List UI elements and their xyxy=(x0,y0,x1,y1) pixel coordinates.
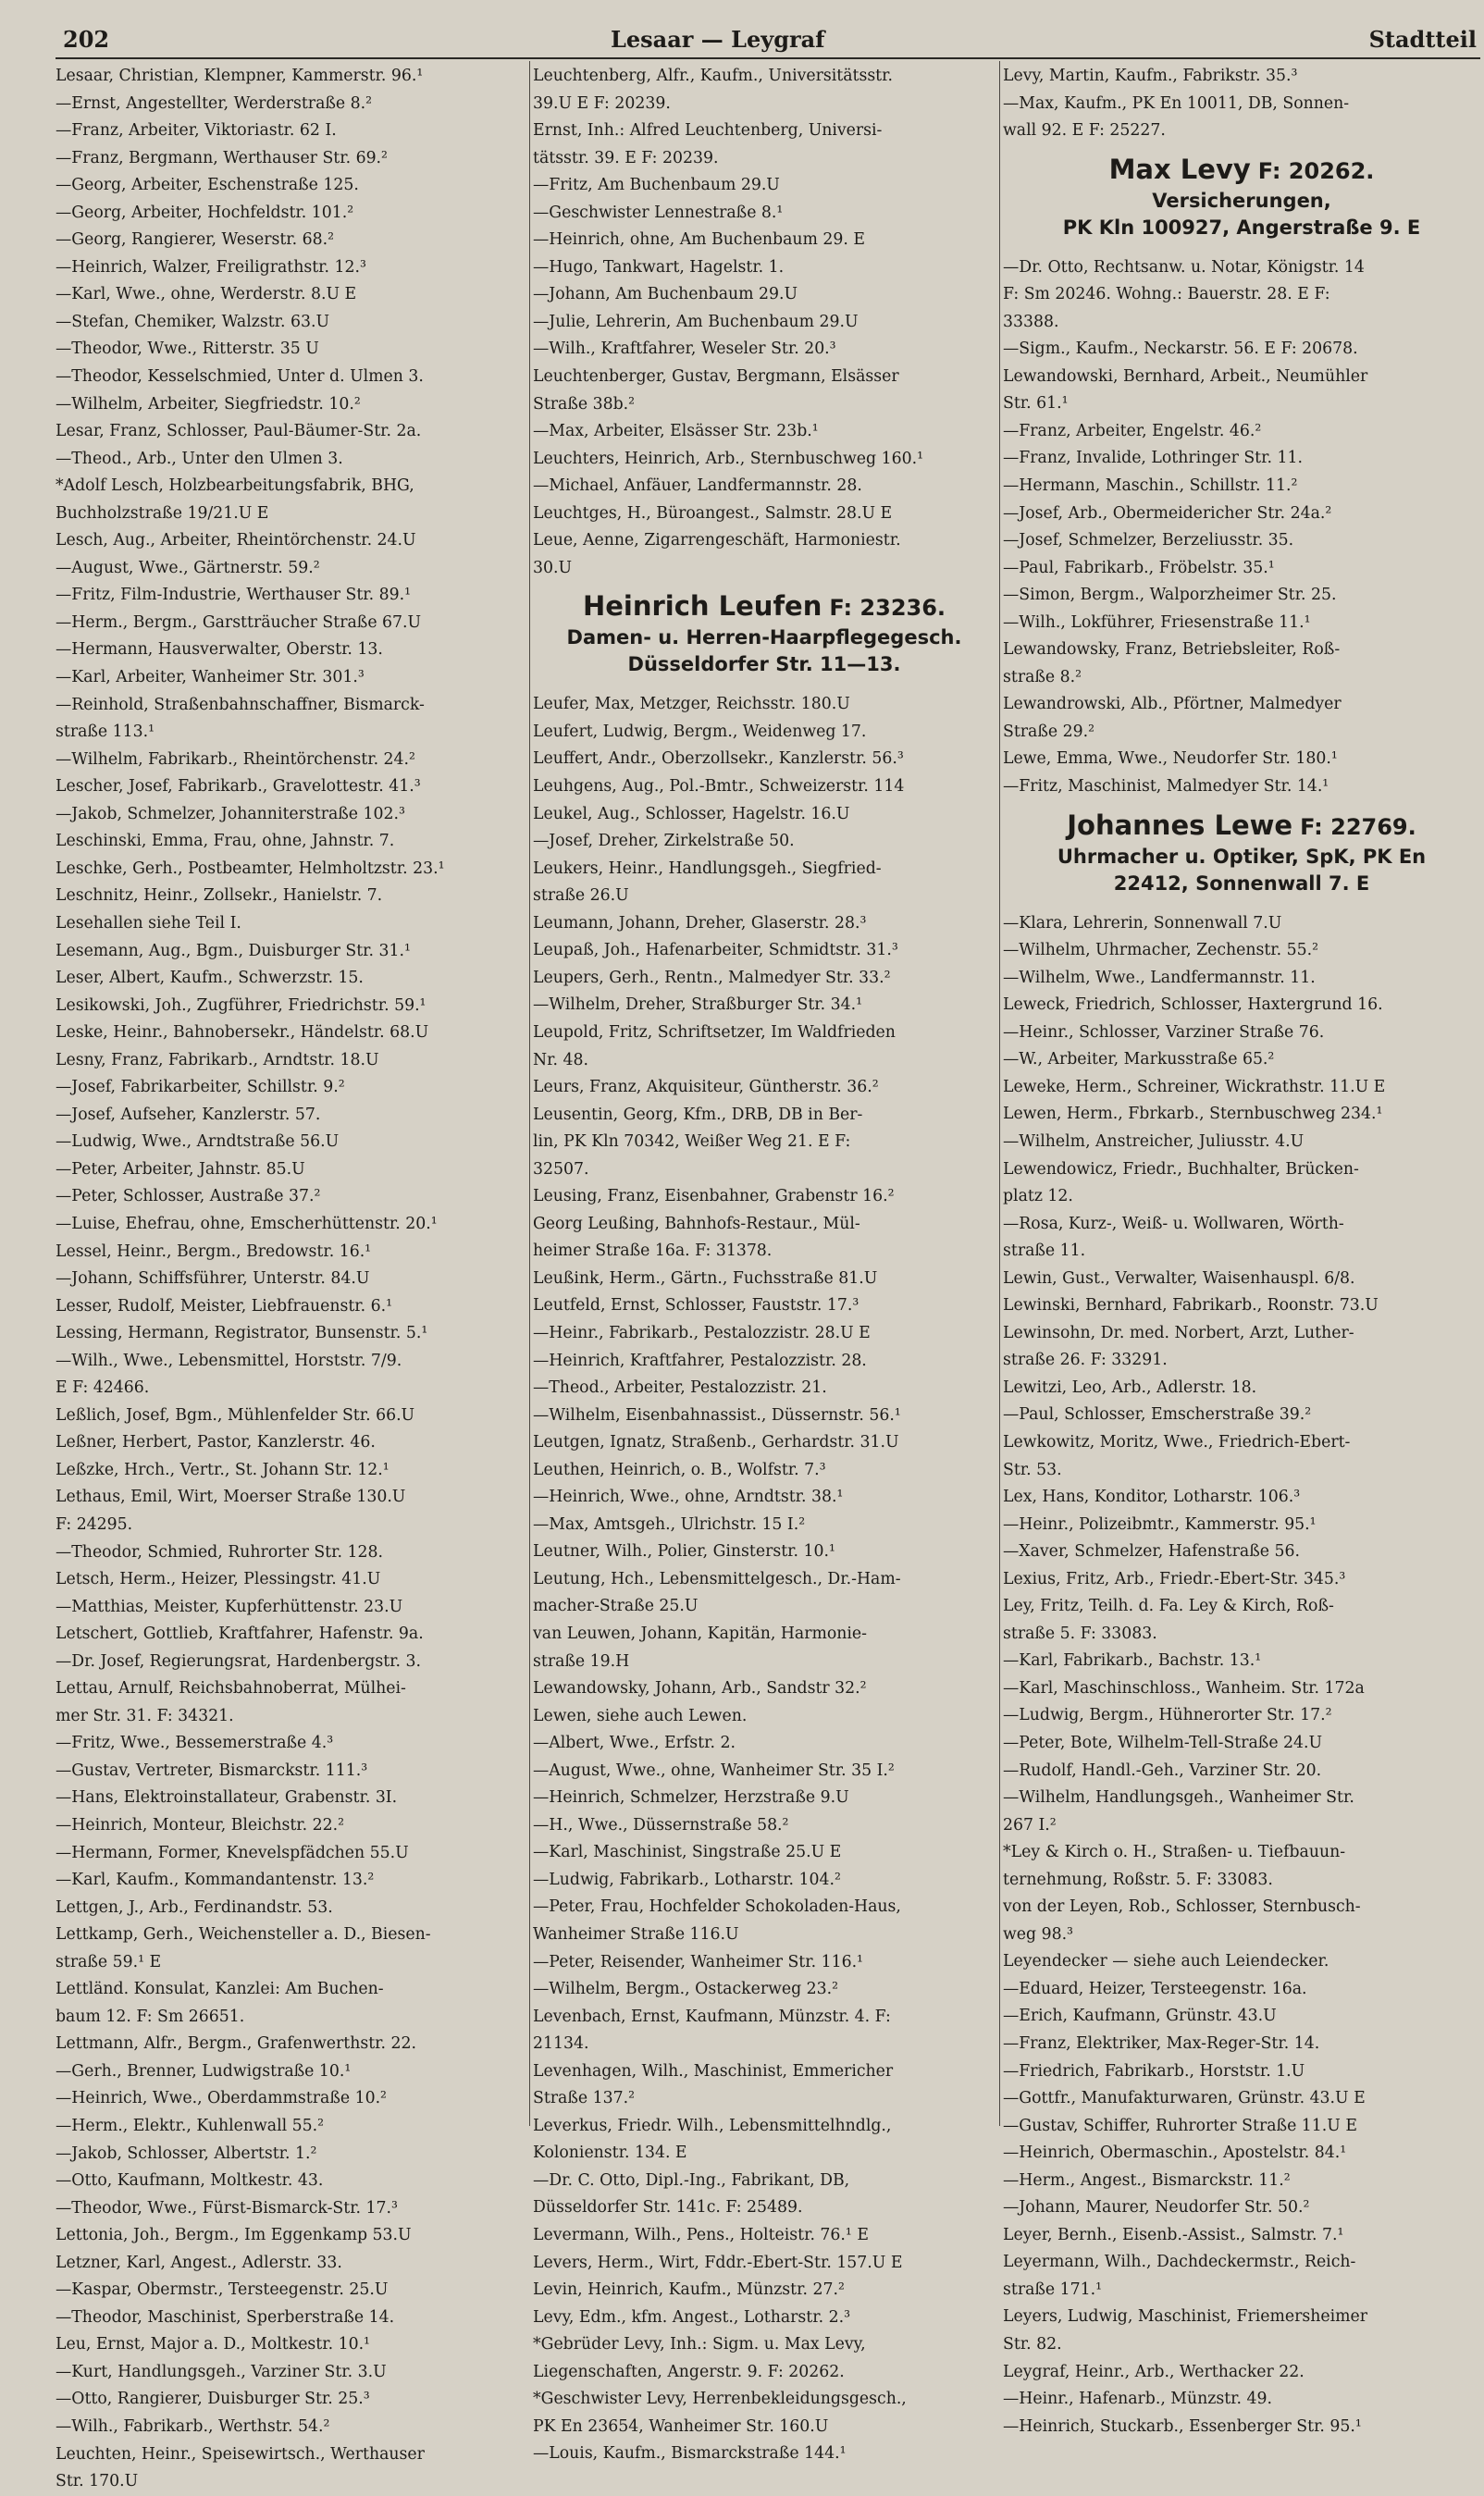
directory-entry-line: —Theodor, Kesselschmied, Unter d. Ulmen 3. xyxy=(56,367,424,387)
directory-entry-line: straße 8.² xyxy=(1003,667,1082,686)
directory-entry-line: Lettonia, Joh., Bergm., Im Eggenkamp 53.U xyxy=(56,2226,412,2245)
advert-line: PK Kln 100927, Angerstraße 9. E xyxy=(1062,216,1421,239)
directory-entry-line: —Wilhelm, Wwe., Landfermannstr. 11. xyxy=(1003,968,1316,987)
directory-entry-line: Wanheimer Straße 116.U xyxy=(533,1925,739,1944)
directory-entry-line: Leutgen, Ignatz, Straßenb., Gerhardstr. 31.U xyxy=(533,1433,899,1452)
advert-line: 22412, Sonnenwall 7. E xyxy=(1113,871,1370,895)
directory-entry-line: Leuchtges, H., Büroangest., Salmstr. 28.U E xyxy=(533,503,893,523)
directory-entry-line: F: Sm 20246. Wohng.: Bauerstr. 28. E F: xyxy=(1003,285,1330,304)
directory-entry-line: Lesaar, Christian, Klempner, Kammerstr. 96.¹ xyxy=(56,67,424,85)
directory-entry-line: —Matthias, Meister, Kupferhüttenstr. 23.U xyxy=(56,1597,403,1616)
directory-entry-line: —Heinrich, Wwe., Oberdammstraße 10.² xyxy=(56,2089,387,2108)
directory-entry-line: Lewinsohn, Dr. med. Norbert, Arzt, Luther- xyxy=(1003,1323,1354,1342)
directory-entry-line: Lewinski, Bernhard, Fabrikarb., Roonstr. 73.U xyxy=(1003,1296,1379,1316)
directory-entry-line: Leßzke, Hrch., Vertr., St. Johann Str. 12.¹ xyxy=(56,1460,390,1479)
directory-entry-line: —Franz, Arbeiter, Viktoriastr. 62 I. xyxy=(56,121,337,141)
directory-entry-line: —Erich, Kaufmann, Grünstr. 43.U xyxy=(1003,2007,1277,2026)
directory-entry-line: Leverkus, Friedr. Wilh., Lebensmittelhndlg., xyxy=(533,2116,892,2135)
advert-line: Versicherungen, xyxy=(1152,189,1331,212)
directory-entry-line: —Hermann, Former, Knevelspfädchen 55.U xyxy=(56,1843,409,1862)
directory-entry-line: —Max, Amtsgeh., Ulrichstr. 15 I.² xyxy=(533,1514,806,1534)
directory-entry-line: Lewen, Herm., Fbrkarb., Sternbuschweg 234.¹ xyxy=(1003,1105,1383,1124)
directory-entry-line: Lessel, Heinr., Bergm., Bredowstr. 16.¹ xyxy=(56,1242,372,1261)
page-number: 202 xyxy=(63,26,110,53)
directory-entry-line: Leusentin, Georg, Kfm., DRB, DB in Ber- xyxy=(533,1105,863,1124)
directory-entry-line: —Wilh., Kraftfahrer, Weseler Str. 20.³ xyxy=(533,340,836,359)
directory-entry-line: —Karl, Maschinschloss., Wanheim. Str. 172a xyxy=(1003,1678,1365,1698)
directory-entry-line: —Heinrich, Obermaschin., Apostelstr. 84.¹ xyxy=(1003,2144,1347,2163)
directory-entry-line: —Josef, Schmelzer, Berzeliusstr. 35. xyxy=(1003,531,1294,550)
column-2 xyxy=(533,63,996,2464)
directory-entry-line: Leufert, Ludwig, Bergm., Weidenweg 17. xyxy=(533,722,867,741)
directory-entry-line: Leuchtenberger, Gustav, Bergmann, Elsässer xyxy=(533,367,899,387)
directory-entry-line: —Hugo, Tankwart, Hagelstr. 1. xyxy=(533,257,785,277)
directory-entry-line: Lettgen, J., Arb., Ferdinandstr. 53. xyxy=(56,1897,333,1917)
directory-entry-line: —Otto, Rangierer, Duisburger Str. 25.³ xyxy=(56,2390,370,2409)
directory-entry-line: —Dr. Josef, Regierungsrat, Hardenbergstr. 3. xyxy=(56,1651,421,1671)
directory-entry-line: —Wilhelm, Handlungsgeh., Wanheimer Str. xyxy=(1003,1788,1354,1808)
directory-entry-line: *Adolf Lesch, Holzbearbeitungsfabrik, BHG, xyxy=(56,476,414,496)
directory-entry-line: Leutner, Wilh., Polier, Ginsterstr. 10.¹ xyxy=(533,1542,835,1562)
directory-entry-line: Lex, Hans, Konditor, Lotharstr. 106.³ xyxy=(1003,1488,1301,1507)
directory-entry-line: —Max, Arbeiter, Elsässer Str. 23b.¹ xyxy=(533,422,819,441)
directory-entry-line: lin, PK Kln 70342, Weißer Weg 21. E F: xyxy=(533,1132,851,1152)
directory-entry-line: Lewitzi, Leo, Arb., Adlerstr. 18. xyxy=(1003,1378,1257,1397)
directory-entry-line: Leygraf, Heinr., Arb., Werthacker 22. xyxy=(1003,2362,1305,2381)
directory-entry-line: —Ludwig, Wwe., Arndtstraße 56.U xyxy=(56,1132,340,1152)
directory-entry-line: —W., Arbeiter, Markusstraße 65.² xyxy=(1003,1050,1275,1069)
directory-entry-line: Leupold, Fritz, Schriftsetzer, Im Waldfrieden xyxy=(533,1022,896,1042)
directory-entry-line: Lesch, Aug., Arbeiter, Rheintörchenstr. 24.U xyxy=(56,531,416,550)
directory-entry-line: —Herm., Bergm., Garstträucher Straße 67.U xyxy=(56,612,422,632)
directory-entry-line: Nr. 48. xyxy=(533,1050,588,1069)
directory-entry-line: Ernst, Inh.: Alfred Leuchtenberg, Universi- xyxy=(533,121,883,141)
directory-entry-line: Leyendecker — siehe auch Leiendecker. xyxy=(1003,1952,1329,1971)
directory-entry-line: —Fritz, Film-Industrie, Werthauser Str. 89.¹ xyxy=(56,586,412,605)
directory-entry-line: —Heinr., Polizeibmtr., Kammerstr. 95.¹ xyxy=(1003,1514,1317,1534)
directory-entry-line: Levin, Heinrich, Kaufm., Münzstr. 27.² xyxy=(533,2280,845,2300)
directory-entry-line: —Otto, Kaufmann, Moltkestr. 43. xyxy=(56,2171,324,2191)
directory-entry-line: —Georg, Arbeiter, Eschenstraße 125. xyxy=(56,176,359,195)
directory-entry-line: —Xaver, Schmelzer, Hafenstraße 56. xyxy=(1003,1542,1300,1562)
advert-line: Uhrmacher u. Optiker, SpK, PK En xyxy=(1057,845,1427,868)
directory-entry-line: —Georg, Arbeiter, Hochfeldstr. 101.² xyxy=(56,203,354,222)
directory-entry-line: —Franz, Elektriker, Max-Reger-Str. 14. xyxy=(1003,2034,1320,2053)
directory-entry-line: —Karl, Fabrikarb., Bachstr. 13.¹ xyxy=(1003,1651,1262,1671)
directory-entry-line: Leuchtenberg, Alfr., Kaufm., Universitätsstr. xyxy=(533,67,893,85)
directory-entry-line: Str. 61.¹ xyxy=(1003,394,1069,414)
advert-name: Johannes Lewe xyxy=(1067,809,1293,841)
directory-entry-line: —Fritz, Maschinist, Malmedyer Str. 14.¹ xyxy=(1003,777,1329,797)
advert-phone: F: 22769. xyxy=(1300,813,1416,840)
directory-entry-line: —Franz, Invalide, Lothringer Str. 11. xyxy=(1003,449,1303,468)
directory-entry-line: Lesehallen siehe Teil I. xyxy=(56,913,241,933)
directory-entry-line: straße 26. F: 33291. xyxy=(1003,1351,1168,1370)
directory-entry-line: —Fritz, Am Buchenbaum 29.U xyxy=(533,176,780,195)
directory-entry-line: —H., Wwe., Düssernstraße 58.² xyxy=(533,1815,789,1835)
advert-leufen xyxy=(533,589,996,691)
directory-entry-line: Kolonienstr. 134. E xyxy=(533,2144,687,2163)
column-3-entries-middle xyxy=(1003,254,1480,801)
directory-entry-line: Leyer, Bernh., Eisenb.-Assist., Salmstr. 7.¹ xyxy=(1003,2225,1344,2244)
directory-entry-line: *Ley & Kirch o. H., Straßen- u. Tiefbauun- xyxy=(1003,1843,1346,1862)
directory-entry-line: Str. 170.U xyxy=(56,2472,139,2491)
column-3-entries-bottom xyxy=(1003,910,1480,2441)
directory-entry-line: Leuchters, Heinrich, Arb., Sternbuschweg 160.¹ xyxy=(533,449,923,468)
directory-entry-line: ternehmung, Roßstr. 5. F: 33083. xyxy=(1003,1870,1273,1889)
directory-entry-line: Lewandrowski, Alb., Pförtner, Malmedyer xyxy=(1003,695,1342,714)
directory-entry-line: —Gustav, Vertreter, Bismarckstr. 111.³ xyxy=(56,1761,368,1780)
column-divider xyxy=(999,61,1000,2126)
directory-entry-line: —Geschwister Lennestraße 8.¹ xyxy=(533,203,784,222)
directory-entry-line: —Wilhelm, Bergm., Ostackerweg 23.² xyxy=(533,1980,839,1999)
directory-entry-line: —Peter, Arbeiter, Jahnstr. 85.U xyxy=(56,1159,305,1179)
directory-entry-line: von der Leyen, Rob., Schlosser, Sternbusch- xyxy=(1003,1897,1361,1917)
column-1 xyxy=(56,63,526,2491)
directory-entry-line: Leyermann, Wilh., Dachdeckermstr., Reich- xyxy=(1003,2253,1356,2272)
directory-entry-line: Levy, Edm., kfm. Angest., Lotharstr. 2.³ xyxy=(533,2307,850,2327)
directory-entry-line: —Franz, Arbeiter, Engelstr. 46.² xyxy=(1003,421,1262,440)
directory-entry-line: —Hans, Elektroinstallateur, Grabenstr. 3I. xyxy=(56,1788,398,1808)
directory-entry-line: van Leuwen, Johann, Kapitän, Harmonie- xyxy=(533,1624,867,1643)
directory-entry-line: —Heinrich, ohne, Am Buchenbaum 29. E xyxy=(533,230,866,250)
directory-entry-line: —Max, Kaufm., PK En 10011, DB, Sonnen- xyxy=(1003,93,1350,113)
directory-entry-line: Leuthen, Heinrich, o. B., Wolfstr. 7.³ xyxy=(533,1460,826,1479)
column-3 xyxy=(1003,63,1480,2436)
directory-entry-line: mer Str. 31. F: 34321. xyxy=(56,1706,234,1725)
directory-entry-line: wall 92. E F: 25227. xyxy=(1003,121,1166,141)
directory-entry-line: Lethaus, Emil, Wirt, Moerser Straße 130.U xyxy=(56,1488,406,1507)
advert-name: Max Levy xyxy=(1108,153,1251,185)
directory-entry-line: —Heinrich, Schmelzer, Herzstraße 9.U xyxy=(533,1788,849,1808)
directory-entry-line: —Heinrich, Kraftfahrer, Pestalozzistr. 28. xyxy=(533,1351,867,1370)
directory-entry-line: Lettau, Arnulf, Reichsbahnoberrat, Mülhei- xyxy=(56,1679,406,1699)
directory-entry-line: Str. 82. xyxy=(1003,2335,1062,2354)
directory-entry-line: —Herm., Elektr., Kuhlenwall 55.² xyxy=(56,2117,325,2136)
directory-entry-line: —Theod., Arbeiter, Pestalozzistr. 21. xyxy=(533,1378,827,1398)
directory-entry-line: —Gustav, Schiffer, Ruhrorter Straße 11.U E xyxy=(1003,2116,1357,2135)
directory-entry-line: Letzner, Karl, Angest., Adlerstr. 33. xyxy=(56,2253,342,2272)
directory-entry-line: Leusing, Franz, Eisenbahner, Grabenstr 16.² xyxy=(533,1187,895,1206)
directory-entry-line: 33388. xyxy=(1003,312,1059,331)
directory-entry-line: —Heinr., Fabrikarb., Pestalozzistr. 28.U E xyxy=(533,1323,871,1342)
directory-entry-line: —Friedrich, Fabrikarb., Horststr. 1.U xyxy=(1003,2061,1305,2081)
directory-entry-line: Levers, Herm., Wirt, Fddr.-Ebert-Str. 157.U E xyxy=(533,2253,903,2272)
directory-entry-line: Lesar, Franz, Schlosser, Paul-Bäumer-Str. 2a. xyxy=(56,422,422,441)
directory-entry-line: Leumann, Johann, Dreher, Glaserstr. 28.³ xyxy=(533,913,867,933)
directory-entry-line: —Karl, Kaufm., Kommandantenstr. 13.² xyxy=(56,1871,375,1890)
directory-entry-line: —Rudolf, Handl.-Geh., Varziner Str. 20. xyxy=(1003,1761,1322,1780)
directory-entry-line: Lettländ. Konsulat, Kanzlei: Am Buchen- xyxy=(56,1980,384,1999)
directory-entry-line: Leu, Ernst, Major a. D., Moltkestr. 10.¹ xyxy=(56,2335,370,2354)
directory-entry-line: Leuchten, Heinr., Speisewirtsch., Werthauser xyxy=(56,2444,425,2464)
directory-entry-line: 39.U E F: 20239. xyxy=(533,93,671,113)
directory-entry-line: —Jakob, Schlosser, Albertstr. 1.² xyxy=(56,2144,317,2163)
column-2-entries-bottom xyxy=(533,691,996,2468)
directory-entry-line: —Peter, Frau, Hochfelder Schokoladen-Haus, xyxy=(533,1897,901,1917)
directory-entry-line: Leupaß, Joh., Hafenarbeiter, Schmidtstr. 31.³ xyxy=(533,941,898,960)
directory-entry-line: Levenhagen, Wilh., Maschinist, Emmericher xyxy=(533,2061,894,2081)
directory-entry-line: Straße 137.² xyxy=(533,2089,636,2108)
directory-entry-line: Liegenschaften, Angerstr. 9. F: 20262. xyxy=(533,2362,845,2381)
directory-entry-line: Lewandowski, Bernhard, Arbeit., Neumühler xyxy=(1003,366,1368,386)
directory-entry-line: —Klara, Lehrerin, Sonnenwall 7.U xyxy=(1003,913,1282,933)
directory-entry-line: Lewendowicz, Friedr., Buchhalter, Brücken- xyxy=(1003,1159,1359,1179)
directory-entry-line: Leurs, Franz, Akquisiteur, Güntherstr. 36.² xyxy=(533,1078,879,1097)
directory-entry-line: —Josef, Fabrikarbeiter, Schillstr. 9.² xyxy=(56,1078,345,1097)
directory-entry-line: —Louis, Kaufm., Bismarckstraße 144.¹ xyxy=(533,2444,847,2464)
directory-entry-line: —Dr. Otto, Rechtsanw. u. Notar, Königstr. 14 xyxy=(1003,257,1365,277)
directory-entry-line: Levenbach, Ernst, Kaufmann, Münzstr. 4. F: xyxy=(533,2007,891,2026)
directory-entry-line: —Karl, Arbeiter, Wanheimer Str. 301.³ xyxy=(56,668,365,687)
advert-line: Düsseldorfer Str. 11—13. xyxy=(627,653,901,676)
directory-entry-line: Düsseldorfer Str. 141c. F: 25489. xyxy=(533,2198,803,2218)
directory-entry-line: —Heinrich, Monteur, Bleichstr. 22.² xyxy=(56,1816,345,1835)
page-header xyxy=(56,22,1480,59)
directory-entry-line: —August, Wwe., Gärtnerstr. 59.² xyxy=(56,558,320,577)
directory-entry-line: —Heinrich, Stuckarb., Essenberger Str. 95.¹ xyxy=(1003,2416,1362,2436)
advert-johannes-lewe xyxy=(1003,809,1480,910)
directory-entry-line: 32507. xyxy=(533,1159,589,1179)
directory-entry-line: straße 113.¹ xyxy=(56,723,155,742)
directory-entry-line: —Kurt, Handlungsgeh., Varziner Str. 3.U xyxy=(56,2362,387,2381)
directory-entry-line: Leufer, Max, Metzger, Reichsstr. 180.U xyxy=(533,695,850,714)
directory-entry-line: —Herm., Angest., Bismarckstr. 11.² xyxy=(1003,2170,1291,2190)
directory-entry-line: Leukel, Aug., Schlosser, Hagelstr. 16.U xyxy=(533,804,850,823)
directory-entry-line: macher-Straße 25.U xyxy=(533,1597,699,1616)
directory-entry-line: Levermann, Wilh., Pens., Holteistr. 76.¹ E xyxy=(533,2226,869,2245)
directory-entry-line: Leschke, Gerh., Postbeamter, Helmholtzstr. 23.¹ xyxy=(56,859,445,878)
header-rule xyxy=(56,57,1480,59)
running-title: Lesaar — Leygraf xyxy=(611,26,825,53)
directory-entry-line: 30.U xyxy=(533,558,573,577)
directory-entry-line: —Franz, Bergmann, Werthauser Str. 69.² xyxy=(56,148,388,167)
directory-entry-line: —Stefan, Chemiker, Walzstr. 63.U xyxy=(56,312,330,331)
directory-entry-line: —Gerh., Brenner, Ludwigstraße 10.¹ xyxy=(56,2061,352,2081)
directory-entry-line: —Wilh., Lokführer, Friesenstraße 11.¹ xyxy=(1003,612,1311,632)
directory-entry-line: —Sigm., Kaufm., Neckarstr. 56. E F: 20678. xyxy=(1003,340,1358,359)
directory-entry-line: Leue, Aenne, Zigarrengeschäft, Harmoniestr. xyxy=(533,531,901,550)
directory-entry-line: heimer Straße 16a. F: 31378. xyxy=(533,1242,773,1261)
directory-entry-line: straße 26.U xyxy=(533,886,629,906)
directory-entry-line: *Geschwister Levy, Herrenbekleidungsgesch., xyxy=(533,2390,907,2409)
directory-entry-line: —Wilhelm, Dreher, Straßburger Str. 34.¹ xyxy=(533,995,863,1015)
directory-entry-line: platz 12. xyxy=(1003,1187,1073,1206)
directory-entry-line: —Heinr., Hafenarb., Münzstr. 49. xyxy=(1003,2390,1273,2409)
directory-entry-line: Lettkamp, Gerh., Weichensteller a. D., Biesen- xyxy=(56,1925,431,1945)
directory-entry-line: —Julie, Lehrerin, Am Buchenbaum 29.U xyxy=(533,312,859,331)
directory-entry-line: Leske, Heinr., Bahnobersekr., Händelstr. 68.U xyxy=(56,1023,429,1043)
directory-entry-line: Leutung, Hch., Lebensmittelgesch., Dr.-Ham- xyxy=(533,1569,901,1588)
directory-entry-line: —Simon, Bergm., Walporzheimer Str. 25. xyxy=(1003,586,1337,605)
directory-entry-line: baum 12. F: Sm 26651. xyxy=(56,2007,245,2026)
directory-entry-line: Lewandowsky, Franz, Betriebsleiter, Roß- xyxy=(1003,640,1341,660)
directory-entry-line: Lesny, Franz, Fabrikarb., Arndtstr. 18.U xyxy=(56,1050,379,1069)
directory-entry-line: —Wilhelm, Uhrmacher, Zechenstr. 55.² xyxy=(1003,941,1319,960)
directory-entry-line: —Theodor, Schmied, Ruhrorter Str. 128. xyxy=(56,1542,383,1562)
directory-entry-line: —Johann, Schiffsführer, Unterstr. 84.U xyxy=(56,1269,370,1289)
directory-entry-line: —Theod., Arb., Unter den Ulmen 3. xyxy=(56,449,343,468)
directory-entry-line: —Karl, Wwe., ohne, Werderstr. 8.U E xyxy=(56,285,357,304)
directory-entry-line: —Paul, Fabrikarb., Fröbelstr. 35.¹ xyxy=(1003,558,1275,577)
directory-entry-line: —Wilh., Fabrikarb., Werthstr. 54.² xyxy=(56,2417,330,2437)
directory-entry-line: —Hermann, Hausverwalter, Oberstr. 13. xyxy=(56,640,383,660)
directory-entry-line: Leßlich, Josef, Bgm., Mühlenfelder Str. 66.U xyxy=(56,1405,415,1425)
directory-entry-line: —Luise, Ehefrau, ohne, Emscherhüttenstr. 20.¹ xyxy=(56,1214,438,1233)
directory-entry-line: weg 98.³ xyxy=(1003,1924,1073,1944)
directory-entry-line: Ley, Fritz, Teilh. d. Fa. Ley & Kirch, Roß- xyxy=(1003,1597,1334,1616)
directory-entry-line: —Georg, Rangierer, Weserstr. 68.² xyxy=(56,230,335,250)
directory-entry-line: —Hermann, Maschin., Schillstr. 11.² xyxy=(1003,476,1298,496)
directory-entry-line: Straße 38b.² xyxy=(533,394,636,414)
directory-entry-line: straße 19.H xyxy=(533,1651,630,1671)
directory-entry-line: —Peter, Reisender, Wanheimer Str. 116.¹ xyxy=(533,1952,863,1971)
directory-entry-line: —Theodor, Maschinist, Sperberstraße 14. xyxy=(56,2307,395,2327)
advert-phone: F: 23236. xyxy=(829,595,946,622)
directory-entry-line: —Eduard, Heizer, Tersteegenstr. 16a. xyxy=(1003,1979,1307,1998)
advert-phone: F: 20262. xyxy=(1257,157,1375,184)
directory-entry-line: Leschinski, Emma, Frau, ohne, Jahnstr. 7. xyxy=(56,832,395,851)
directory-entry-line: —Johann, Maurer, Neudorfer Str. 50.² xyxy=(1003,2198,1310,2218)
directory-entry-line: Lesikowski, Joh., Zugführer, Friedrichstr. 59.¹ xyxy=(56,995,427,1015)
directory-entry-line: Leupers, Gerh., Rentn., Malmedyer Str. 33.² xyxy=(533,968,891,987)
directory-entry-line: —Heinr., Schlosser, Varziner Straße 76. xyxy=(1003,1022,1325,1042)
directory-entry-line: straße 171.¹ xyxy=(1003,2280,1103,2299)
directory-entry-line: —Albert, Wwe., Erfstr. 2. xyxy=(533,1734,736,1753)
directory-entry-line: —Josef, Dreher, Zirkelstraße 50. xyxy=(533,832,795,851)
directory-entry-line: Str. 53. xyxy=(1003,1460,1062,1479)
directory-entry-line: Lewen, siehe auch Lewen. xyxy=(533,1706,748,1725)
directory-entry-line: Leser, Albert, Kaufm., Schwerzstr. 15. xyxy=(56,969,364,988)
directory-entry-line: Lewkowitz, Moritz, Wwe., Friedrich-Ebert- xyxy=(1003,1432,1351,1452)
directory-entry-line: —Wilhelm, Anstreicher, Juliusstr. 4.U xyxy=(1003,1131,1305,1151)
advert-line: Damen- u. Herren-Haarpflegegesch. xyxy=(566,626,962,649)
directory-entry-line: Georg Leußing, Bahnhofs-Restaur., Mül- xyxy=(533,1214,860,1233)
directory-entry-line: —Ludwig, Bergm., Hühnerorter Str. 17.² xyxy=(1003,1706,1332,1725)
directory-entry-line: Leweke, Herm., Schreiner, Wickrathstr. 11.U E xyxy=(1003,1077,1386,1096)
directory-entry-line: Lescher, Josef, Fabrikarb., Gravelottestr. 41.³ xyxy=(56,777,421,797)
directory-entry-line: —Heinrich, Walzer, Freiligrathstr. 12.³ xyxy=(56,257,366,277)
directory-entry-line: Leßner, Herbert, Pastor, Kanzlerstr. 46. xyxy=(56,1433,376,1452)
directory-entry-line: Leutfeld, Ernst, Schlosser, Fauststr. 17.³ xyxy=(533,1296,859,1316)
directory-entry-line: —Wilhelm, Arbeiter, Siegfriedstr. 10.² xyxy=(56,394,361,414)
directory-entry-line: 267 I.² xyxy=(1003,1815,1057,1835)
directory-entry-line: —August, Wwe., ohne, Wanheimer Str. 35 I.² xyxy=(533,1761,895,1780)
directory-entry-line: Leweck, Friedrich, Schlosser, Haxtergrund 16. xyxy=(1003,995,1383,1015)
directory-entry-line: Leuffert, Andr., Oberzollsekr., Kanzlerstr. 56.³ xyxy=(533,749,904,769)
directory-entry-line: —Peter, Schlosser, Austraße 37.² xyxy=(56,1187,321,1206)
directory-entry-line: PK En 23654, Wanheimer Str. 160.U xyxy=(533,2416,829,2436)
directory-entry-line: Lesser, Rudolf, Meister, Liebfrauenstr. 6.¹ xyxy=(56,1296,393,1316)
column-2-entries-top xyxy=(533,63,996,582)
directory-entry-line: Lewandowsky, Johann, Arb., Sandstr 32.² xyxy=(533,1679,867,1699)
advert-max-levy xyxy=(1003,153,1480,254)
directory-entry-line: —Paul, Schlosser, Emscherstraße 39.² xyxy=(1003,1405,1312,1425)
directory-entry-line: —Fritz, Wwe., Bessemerstraße 4.³ xyxy=(56,1734,334,1753)
advert-name: Heinrich Leufen xyxy=(582,590,822,623)
directory-entry-line: —Peter, Bote, Wilhelm-Tell-Straße 24.U xyxy=(1003,1733,1323,1752)
directory-entry-line: straße 11. xyxy=(1003,1242,1086,1261)
directory-entry-line: —Jakob, Schmelzer, Johanniterstraße 102.³ xyxy=(56,804,405,823)
directory-entry-line: tätsstr. 39. E F: 20239. xyxy=(533,148,719,167)
directory-entry-line: F: 24295. xyxy=(56,1514,133,1534)
directory-entry-line: Lewe, Emma, Wwe., Neudorfer Str. 180.¹ xyxy=(1003,749,1338,769)
directory-entry-line: —Ludwig, Fabrikarb., Lotharstr. 104.² xyxy=(533,1870,841,1889)
directory-entry-line: —Wilhelm, Eisenbahnassist., Düssernstr. 56.¹ xyxy=(533,1405,901,1425)
directory-entry-line: —Theodor, Wwe., Ritterstr. 35 U xyxy=(56,340,319,359)
directory-entry-line: —Michael, Anfäuer, Landfermannstr. 28. xyxy=(533,476,862,496)
column-3-entries-top xyxy=(1003,63,1480,145)
directory-entry-line: Buchholzstraße 19/21.U E xyxy=(56,503,269,523)
directory-entry-line: Lewin, Gust., Verwalter, Waisenhauspl. 6/8. xyxy=(1003,1268,1355,1288)
directory-entry-line: —Rosa, Kurz-, Weiß- u. Wollwaren, Wörth- xyxy=(1003,1214,1344,1233)
directory-entry-line: Levy, Martin, Kaufm., Fabrikstr. 35.³ xyxy=(1003,67,1298,85)
directory-entry-line: —Heinrich, Wwe., ohne, Arndtstr. 38.¹ xyxy=(533,1488,844,1507)
directory-entry-line: —Josef, Aufseher, Kanzlerstr. 57. xyxy=(56,1105,321,1124)
directory-entry-line: —Theodor, Wwe., Fürst-Bismarck-Str. 17.³ xyxy=(56,2198,398,2218)
directory-entry-line: Straße 29.² xyxy=(1003,722,1095,741)
directory-entry-line: —Dr. C. Otto, Dipl.-Ing., Fabrikant, DB, xyxy=(533,2170,850,2190)
directory-entry-line: Leschnitz, Heinr., Zollsekr., Hanielstr. 7. xyxy=(56,886,383,906)
section-label: Stadtteil xyxy=(1368,26,1477,53)
directory-entry-line: straße 5. F: 33083. xyxy=(1003,1624,1157,1643)
directory-entry-line: —Wilh., Wwe., Lebensmittel, Horststr. 7/9. xyxy=(56,1351,402,1370)
directory-entry-line: —Kaspar, Obermstr., Tersteegenstr. 25.U xyxy=(56,2280,389,2300)
directory-entry-line: E F: 42466. xyxy=(56,1378,150,1398)
directory-entry-line: —Wilhelm, Fabrikarb., Rheintörchenstr. 24.² xyxy=(56,749,415,769)
directory-entry-line: Leuhgens, Aug., Pol.-Bmtr., Schweizerstr. 114 xyxy=(533,777,905,797)
directory-entry-line: Leußink, Herm., Gärtn., Fuchsstraße 81.U xyxy=(533,1268,878,1288)
directory-entry-line: Leukers, Heinr., Handlungsgeh., Siegfried- xyxy=(533,859,882,878)
directory-entry-line: —Gottfr., Manufakturwaren, Grünstr. 43.U E xyxy=(1003,2089,1366,2108)
directory-entry-line: Lexius, Fritz, Arb., Friedr.-Ebert-Str. 345.³ xyxy=(1003,1569,1346,1588)
directory-entry-line: Lessing, Hermann, Registrator, Bunsenstr. 5.¹ xyxy=(56,1324,428,1343)
column-divider xyxy=(529,61,530,2126)
directory-entry-line: 21134. xyxy=(533,2034,589,2054)
directory-entry-line: Lesemann, Aug., Bgm., Duisburger Str. 31.¹ xyxy=(56,941,411,960)
directory-entry-line: Letschert, Gottlieb, Kraftfahrer, Hafenstr. 9a. xyxy=(56,1625,424,1644)
directory-entry-line: —Reinhold, Straßenbahnschaffner, Bismarck- xyxy=(56,695,425,714)
directory-entry-line: Leyers, Ludwig, Maschinist, Friemersheimer xyxy=(1003,2307,1368,2327)
directory-entry-line: —Josef, Arb., Obermeidericher Str. 24a.² xyxy=(1003,503,1332,523)
directory-entry-line: —Ernst, Angestellter, Werderstraße 8.² xyxy=(56,93,373,113)
directory-entry-line: Lettmann, Alfr., Bergm., Grafenwerthstr. 22. xyxy=(56,2034,417,2054)
directory-entry-line: straße 59.¹ E xyxy=(56,1952,162,1971)
directory-entry-line: —Karl, Maschinist, Singstraße 25.U E xyxy=(533,1843,842,1862)
directory-entry-line: —Johann, Am Buchenbaum 29.U xyxy=(533,285,798,304)
directory-entry-line: Letsch, Herm., Heizer, Plessingstr. 41.U xyxy=(56,1570,381,1589)
directory-entry-line: *Gebrüder Levy, Inh.: Sigm. u. Max Levy, xyxy=(533,2335,866,2354)
